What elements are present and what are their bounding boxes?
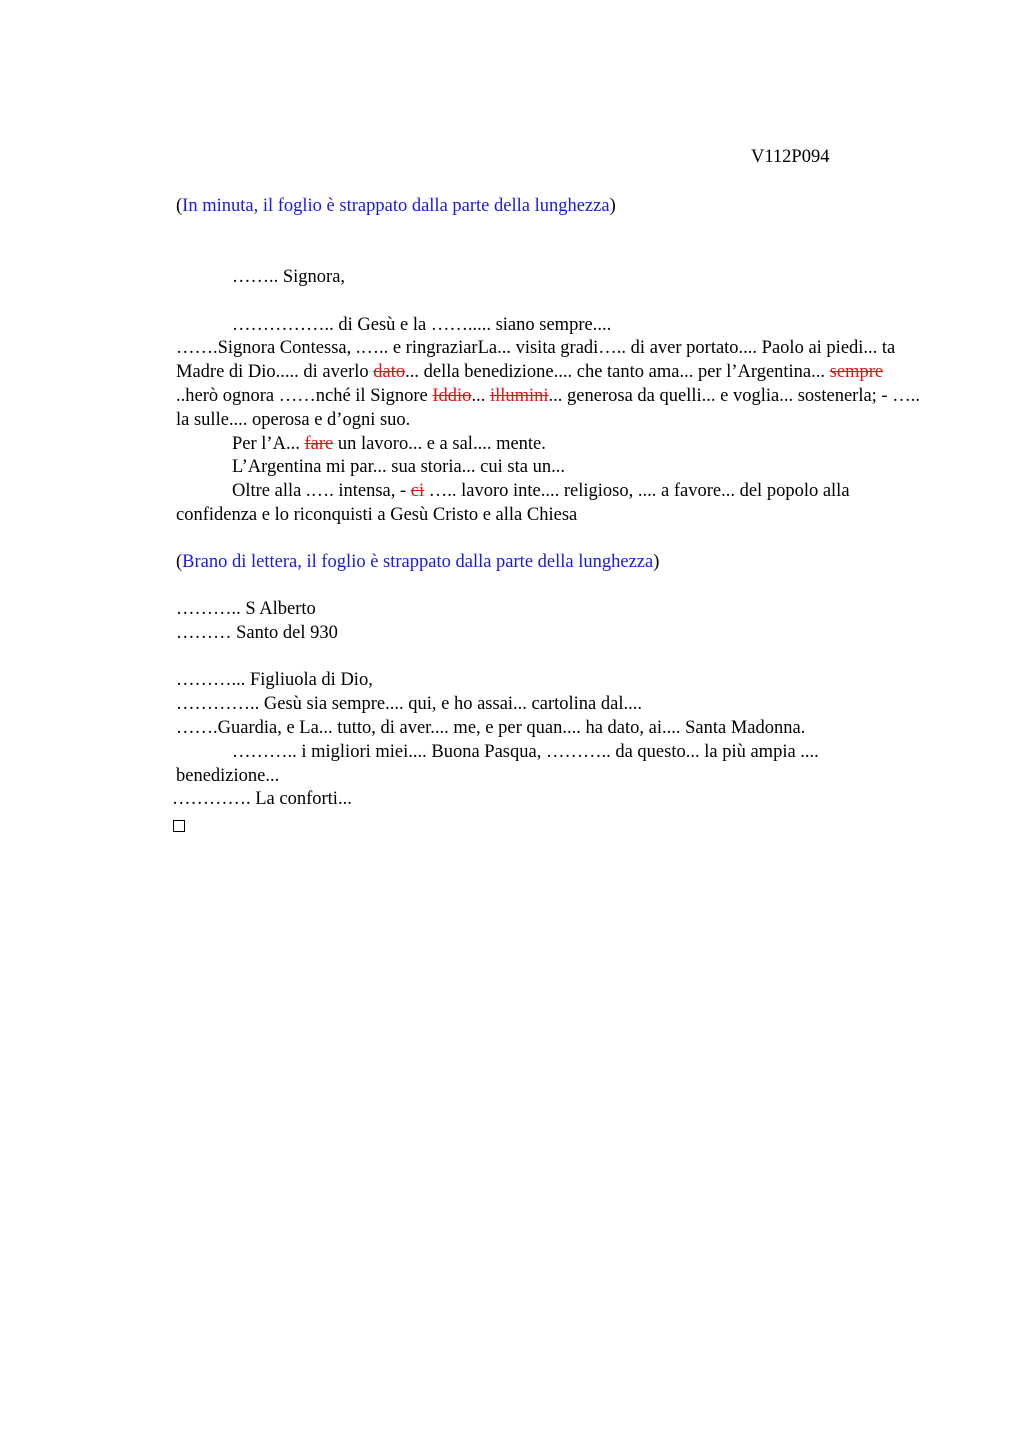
brano-line-3: ………... Figliuola di Dio, [176, 670, 373, 691]
paren-open: ( [176, 552, 183, 572]
salutation: …….. Signora, [232, 267, 346, 287]
brano-line-6: ……….. i migliori miei.... Buona Pasqua, ……….. da questo... la più ampia .... benedizione... [176, 741, 819, 786]
paren-open: ( [176, 196, 183, 216]
paragraph-4: L’Argentina mi par... sua storia... cui sta un... [232, 457, 565, 478]
editor-note-text: Brano di lettera, il foglio è strappato dalla parte della lunghezza [182, 552, 654, 572]
end-marker [173, 812, 926, 840]
brano-line-2: ……… Santo del 930 [176, 622, 338, 643]
paragraph-3: Per l’A... fare un lavoro... e a sal.... mente. [232, 433, 546, 454]
paren-close: ) [609, 196, 616, 216]
paragraph-2: …….Signora Contessa, .….. e ringraziarLa... visita gradi….. di aver portato.... Paolo ai piedi... ta Madre di Dio..... di averlo dato... della benedizione.... che tanto ama... per l’Argentina... sempre ..herò ognora ……nché il Signore Iddio... illumini... generosa da quelli... e voglia... sostenerla; - ….. la sulle.... operosa e d’ogni suo. [176, 338, 920, 430]
minuta-body [176, 266, 926, 528]
brano-line-5: …….Guardia, e La... tutto, di aver.... me, e per quan.... ha dato, ai.... Santa Madonna. [176, 717, 806, 738]
brano-body [172, 598, 926, 840]
brano-line-1: ……….. S Alberto [176, 599, 316, 619]
deleted-word: illumini [489, 385, 549, 406]
checkbox-square-icon [173, 820, 185, 832]
deleted-word: Iddio [432, 385, 472, 406]
deleted-word: sempre [829, 362, 884, 383]
blank-line [176, 290, 926, 314]
brano-line-4: ………….. Gesù sia sempre.... qui, e ho assai... cartolina dal.... [176, 694, 642, 715]
reference-code: V112P094 [751, 147, 830, 167]
paragraph-5: Oltre alla .…. intensa, - ci ….. lavoro inte.... religioso, .... a favore... del popolo alla confidenza e lo riconquisti a Gesù Cristo e alla Chiesa [176, 481, 850, 525]
minuta-editor-note [176, 195, 926, 219]
deleted-word: dato [373, 362, 406, 383]
deleted-word: fare [304, 433, 334, 454]
brano-editor-note [176, 551, 926, 575]
minuta-section [176, 195, 926, 219]
blank-line [176, 646, 926, 670]
paragraph-1: …………….. di Gesù e la ……..... siano sempre.... [232, 314, 612, 335]
editor-note-text: In minuta, il foglio è strappato dalla parte della lunghezza [182, 196, 610, 216]
deleted-word: ci [410, 481, 425, 502]
brano-line-7: …………. La conforti... [172, 789, 352, 810]
brano-section [176, 551, 926, 575]
paren-close: ) [653, 552, 660, 572]
